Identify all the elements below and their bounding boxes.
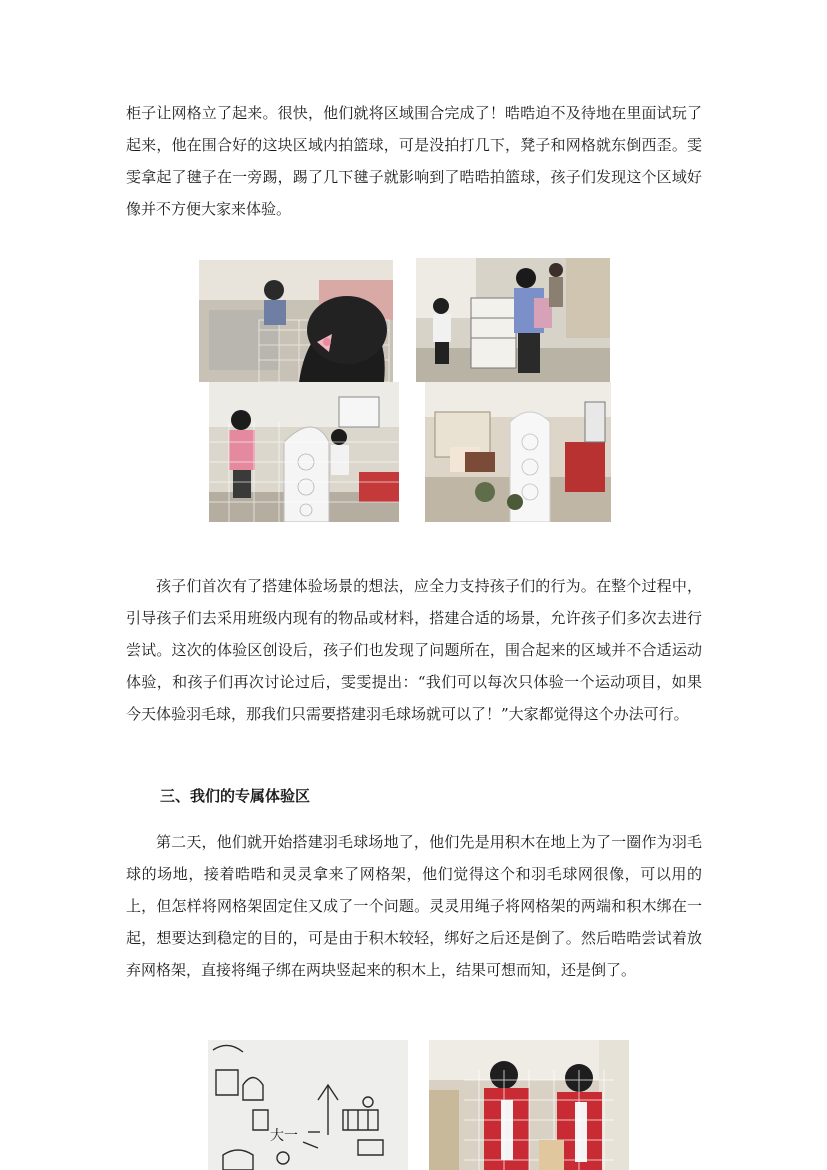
photo-children-with-shelf (416, 258, 610, 382)
paragraph-3: 第二天，他们就开始搭建羽毛球场地了，他们先是用积木在地上为了一圈作为羽毛球的场地，接着晧晧和灵灵拿来了网格架，他们觉得这个和羽毛球网很像，可以用的上，但怎样将网格架固定住又成了一个问题。灵灵用绳子将网格架的两端和积木绑在一起，想要达到稳定的目的，可是由于积木较轻，绑好之后还是倒了。然后晧晧尝试着放弃网格架，直接将绳子绑在两块竖起来的积木上，结果可想而知，还是倒了。 (126, 833, 702, 979)
photo-child-drawing (208, 1040, 408, 1170)
section-heading: 三、我们的专属体验区 (160, 787, 311, 805)
photo-play-area-overview (425, 382, 611, 522)
photo-girl-with-bow (199, 260, 393, 382)
paragraph-2: 孩子们首次有了搭建体验场景的想法，应全力支持孩子们的行为。在整个过程中，引导孩子们去采用班级内现有的物品或材料，搭建合适的场景，允许孩子们多次去进行尝试。这次的体验区创设后，孩子们也发现了问题所在，围合起来的区域并不合适运动体验，和孩子们再次讨论过后，雯雯提出：“我们可以每次只体验一个运动项目，如果今天体验羽毛球，那我们只需要搭建羽毛球场就可以了！”大家都觉得这个办法可行。 (126, 577, 702, 723)
paragraph-1: 柜子让网格立了起来。很快，他们就将区域围合完成了！晧晧迫不及待地在里面试玩了起来，他在围合好的这块区域内拍篮球，可是没拍打几下，凳子和网格就东倒西歪。雯雯拿起了毽子在一旁踢，踢了几下毽子就影响到了晧晧拍篮球，孩子们发现这个区域好像并不方便大家来体验。 (126, 104, 702, 218)
photo-children-behind-grid (209, 382, 399, 522)
drawing-text: 大一 (270, 1127, 298, 1143)
photo-children-with-grid-rack (429, 1040, 629, 1170)
